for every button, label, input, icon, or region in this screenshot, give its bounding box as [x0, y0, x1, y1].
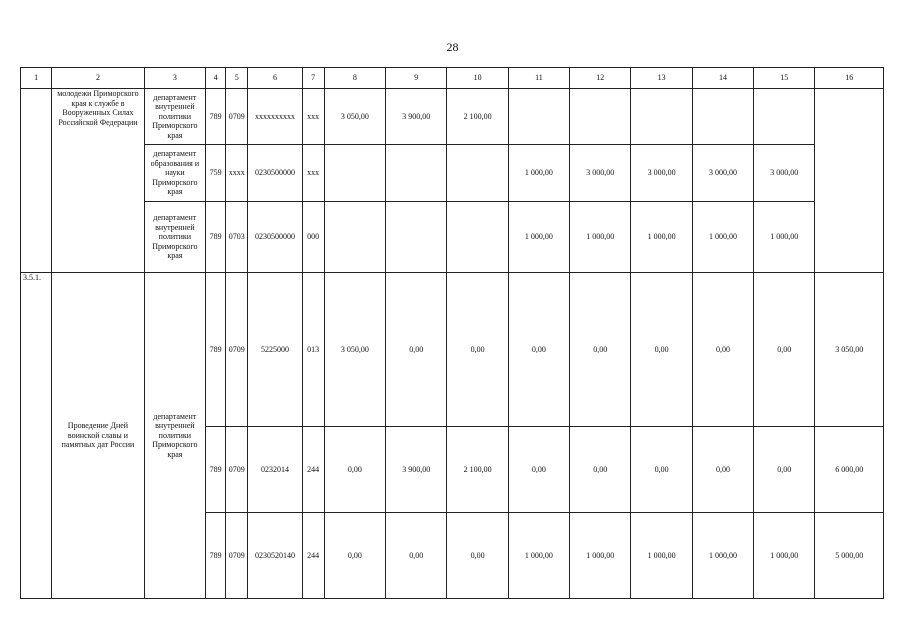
expense-type-cell: 000	[302, 202, 324, 273]
value-cell: 3 900,00	[386, 89, 447, 145]
department-cell: департамент образования и науки Приморского края	[144, 145, 205, 202]
target-code-cell: 0232014	[248, 427, 302, 513]
row-number-cell: 3.5.1.	[21, 273, 52, 599]
target-code-cell: xxxxxxxxxx	[248, 89, 302, 145]
value-cell	[324, 145, 385, 202]
value-cell: 1 000,00	[508, 202, 569, 273]
value-cell: 0,00	[447, 273, 508, 427]
target-code-cell: 5225000	[248, 273, 302, 427]
value-cell: 0,00	[386, 513, 447, 599]
section-code-cell: 0709	[226, 273, 248, 427]
value-cell: 0,00	[570, 273, 631, 427]
column-header: 10	[447, 68, 508, 89]
expense-type-cell: 244	[302, 427, 324, 513]
value-cell: 0,00	[324, 427, 385, 513]
target-code-cell: 0230520140	[248, 513, 302, 599]
gr-code-cell: 789	[206, 513, 226, 599]
value-cell: 0,00	[324, 513, 385, 599]
value-cell: 0,00	[508, 273, 569, 427]
value-cell	[324, 202, 385, 273]
value-cell: 0,00	[631, 273, 692, 427]
section-code-cell: 0709	[226, 513, 248, 599]
section-code-cell: 0709	[226, 427, 248, 513]
value-cell: 3 900,00	[386, 427, 447, 513]
value-cell	[447, 145, 508, 202]
target-code-cell: 0230500000	[248, 145, 302, 202]
value-cell: 0,00	[754, 427, 815, 513]
expense-type-cell: xxx	[302, 145, 324, 202]
value-cell	[386, 202, 447, 273]
column-header: 4	[206, 68, 226, 89]
section-code-cell: xxxx	[226, 145, 248, 202]
value-cell	[447, 202, 508, 273]
value-cell: 0,00	[386, 273, 447, 427]
activity-name-cell: Проведение Дней воинской славы и памятных дат России	[52, 273, 145, 599]
page-number: 28	[446, 40, 459, 54]
column-header: 7	[302, 68, 324, 89]
department-cell: департамент внутренней политики Приморского края	[144, 202, 205, 273]
value-cell: 1 000,00	[692, 513, 753, 599]
activity-name-cell: молодежи Приморского края к службе в Вооруженных Силах Российской Федерации	[52, 89, 145, 273]
value-cell: 0,00	[692, 427, 753, 513]
value-cell	[386, 145, 447, 202]
value-cell	[754, 89, 815, 145]
column-header: 3	[144, 68, 205, 89]
value-cell: 1 000,00	[631, 513, 692, 599]
table-row	[21, 89, 884, 145]
column-header: 11	[508, 68, 569, 89]
department-cell: департамент внутренней политики Приморского края	[144, 89, 205, 145]
value-cell	[570, 89, 631, 145]
column-header: 9	[386, 68, 447, 89]
table-row	[21, 273, 884, 427]
total-cell: 3 050,00	[815, 273, 884, 427]
column-header: 16	[815, 68, 884, 89]
section-code-cell: 0703	[226, 202, 248, 273]
department-cell: департамент внутренней политики Приморского края	[144, 273, 205, 599]
value-cell: 3 000,00	[692, 145, 753, 202]
budget-table	[20, 67, 884, 599]
value-cell: 0,00	[508, 427, 569, 513]
gr-code-cell: 759	[206, 145, 226, 202]
table-row	[21, 145, 884, 202]
value-cell: 1 000,00	[570, 202, 631, 273]
column-header: 13	[631, 68, 692, 89]
total-cell: 6 000,00	[815, 427, 884, 513]
value-cell: 2 100,00	[447, 89, 508, 145]
value-cell: 0,00	[447, 513, 508, 599]
value-cell: 3 050,00	[324, 89, 385, 145]
gr-code-cell: 789	[206, 202, 226, 273]
value-cell: 1 000,00	[570, 513, 631, 599]
value-cell: 0,00	[692, 273, 753, 427]
value-cell: 0,00	[570, 427, 631, 513]
column-header: 15	[754, 68, 815, 89]
target-code-cell: 0230500000	[248, 202, 302, 273]
value-cell: 3 000,00	[570, 145, 631, 202]
value-cell	[692, 89, 753, 145]
expense-type-cell: xxx	[302, 89, 324, 145]
column-header-row	[21, 68, 884, 89]
value-cell	[631, 89, 692, 145]
row-number-cell	[21, 89, 52, 273]
expense-type-cell: 244	[302, 513, 324, 599]
column-header: 12	[570, 68, 631, 89]
value-cell: 0,00	[754, 273, 815, 427]
expense-type-cell: 013	[302, 273, 324, 427]
total-cell	[815, 89, 884, 273]
column-header: 1	[21, 68, 52, 89]
gr-code-cell: 789	[206, 273, 226, 427]
value-cell: 0,00	[631, 427, 692, 513]
gr-code-cell: 789	[206, 89, 226, 145]
section-code-cell: 0709	[226, 89, 248, 145]
value-cell: 3 000,00	[631, 145, 692, 202]
column-header: 14	[692, 68, 753, 89]
gr-code-cell: 789	[206, 427, 226, 513]
column-header: 8	[324, 68, 385, 89]
value-cell: 1 000,00	[631, 202, 692, 273]
value-cell: 1 000,00	[754, 202, 815, 273]
value-cell: 1 000,00	[508, 513, 569, 599]
value-cell: 3 000,00	[754, 145, 815, 202]
column-header: 6	[248, 68, 302, 89]
value-cell: 1 000,00	[754, 513, 815, 599]
value-cell: 2 100,00	[447, 427, 508, 513]
value-cell: 1 000,00	[692, 202, 753, 273]
table-row	[21, 202, 884, 273]
total-cell: 5 000,00	[815, 513, 884, 599]
column-header: 5	[226, 68, 248, 89]
value-cell: 3 050,00	[324, 273, 385, 427]
value-cell	[508, 89, 569, 145]
column-header: 2	[52, 68, 145, 89]
value-cell: 1 000,00	[508, 145, 569, 202]
